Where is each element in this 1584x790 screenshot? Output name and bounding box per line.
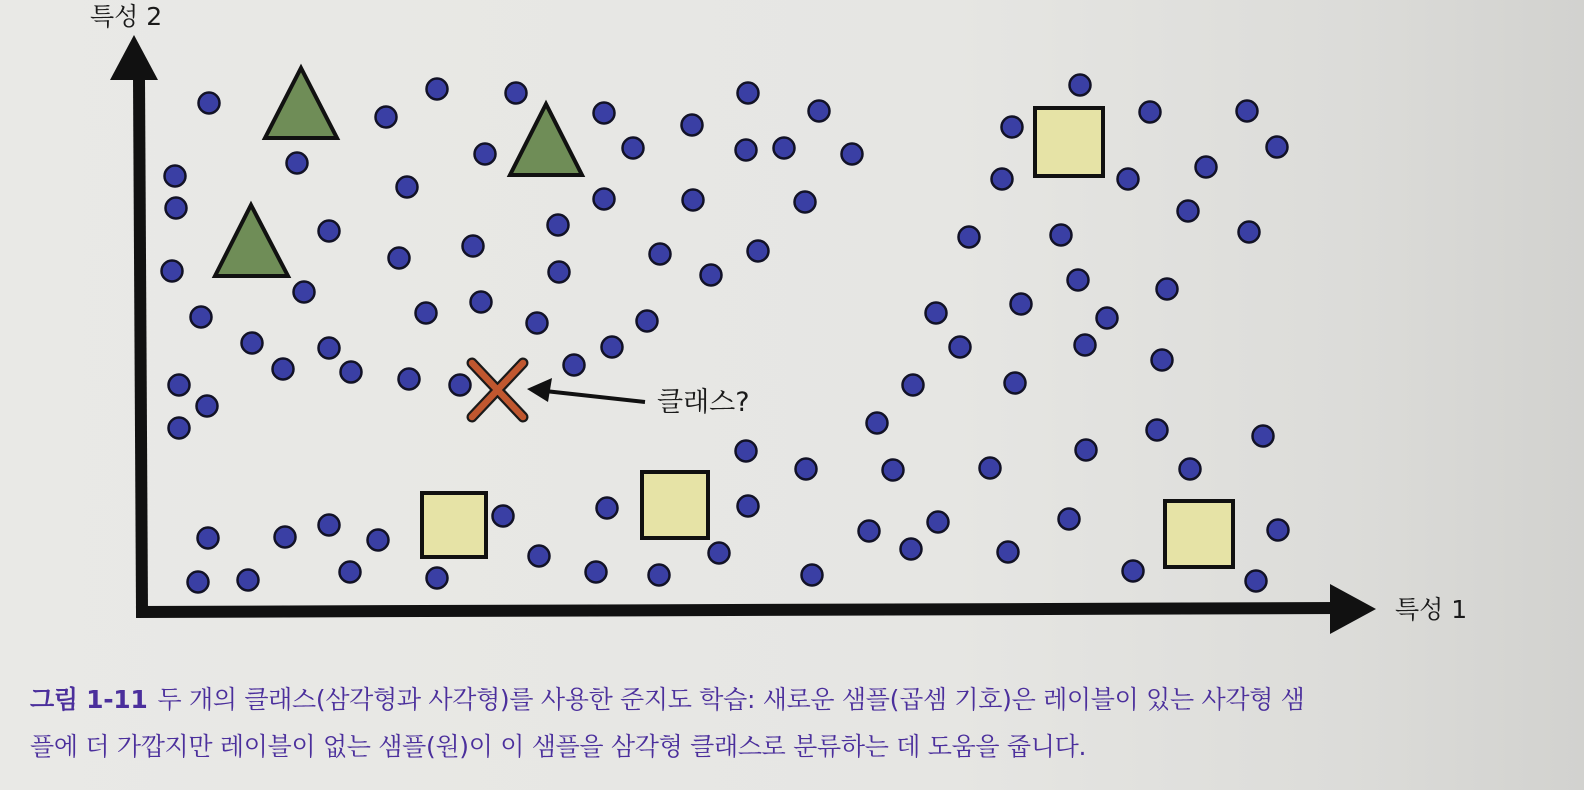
square-sample	[642, 472, 708, 538]
unlabeled-point	[199, 93, 220, 114]
unlabeled-point	[188, 572, 209, 593]
unlabeled-point	[427, 79, 448, 100]
unlabeled-point	[774, 138, 795, 159]
unlabeled-point	[709, 543, 730, 564]
unlabeled-point	[736, 441, 757, 462]
triangle-sample	[215, 205, 288, 276]
unlabeled-point	[802, 565, 823, 586]
query-label: 클래스?	[657, 387, 750, 418]
unlabeled-point	[901, 539, 922, 560]
unlabeled-point	[594, 103, 615, 124]
unlabeled-point	[1123, 561, 1144, 582]
unlabeled-point	[549, 262, 570, 283]
square-sample	[1165, 501, 1233, 567]
unlabeled-point	[198, 528, 219, 549]
unlabeled-point	[998, 542, 1019, 563]
unlabeled-point	[1051, 225, 1072, 246]
triangle-sample	[265, 68, 337, 138]
unlabeled-point	[738, 83, 759, 104]
unlabeled-point	[795, 192, 816, 213]
unlabeled-point	[738, 496, 759, 517]
unlabeled-point	[867, 413, 888, 434]
unlabeled-point	[1196, 157, 1217, 178]
unlabeled-point	[842, 144, 863, 165]
unlabeled-point	[649, 565, 670, 586]
unlabeled-point	[340, 562, 361, 583]
unlabeled-point	[471, 292, 492, 313]
unlabeled-point	[1118, 169, 1139, 190]
unlabeled-point	[602, 337, 623, 358]
unlabeled-point	[169, 418, 190, 439]
unlabeled-point	[368, 530, 389, 551]
unlabeled-point	[992, 169, 1013, 190]
unlabeled-point	[1059, 509, 1080, 530]
unlabeled-point	[1097, 308, 1118, 329]
unlabeled-point	[650, 244, 671, 265]
unlabeled-point	[859, 521, 880, 542]
unlabeled-point	[564, 355, 585, 376]
unlabeled-point	[796, 459, 817, 480]
unlabeled-point	[1237, 101, 1258, 122]
unlabeled-point	[1239, 222, 1260, 243]
unlabeled-point	[397, 177, 418, 198]
unlabeled-point	[548, 215, 569, 236]
unlabeled-point	[527, 313, 548, 334]
figure-caption	[30, 676, 1570, 770]
unlabeled-point	[319, 515, 340, 536]
unlabeled-point	[623, 138, 644, 159]
unlabeled-point	[319, 221, 340, 242]
unlabeled-point	[701, 265, 722, 286]
unlabeled-point	[166, 198, 187, 219]
unlabeled-point	[980, 458, 1001, 479]
unlabeled-point	[950, 337, 971, 358]
y-axis	[139, 78, 142, 612]
unlabeled-point	[238, 570, 259, 591]
unlabeled-point	[416, 303, 437, 324]
caption-line-1	[30, 676, 1570, 723]
unlabeled-point	[1140, 102, 1161, 123]
unlabeled-point	[463, 236, 484, 257]
unlabeled-point	[1070, 75, 1091, 96]
unlabeled-point	[926, 303, 947, 324]
unlabeled-point	[1068, 270, 1089, 291]
unlabeled-point	[597, 498, 618, 519]
unlabeled-point	[242, 333, 263, 354]
unlabeled-point	[287, 153, 308, 174]
unlabeled-point	[169, 375, 190, 396]
new-sample-cross	[472, 363, 523, 417]
unlabeled-point	[1267, 137, 1288, 158]
query-arrow	[527, 378, 645, 402]
unlabeled-point	[493, 506, 514, 527]
unlabeled-point	[1147, 420, 1168, 441]
figure-number: 그림 1-11	[30, 685, 148, 714]
y-axis-arrowhead	[110, 35, 158, 80]
unlabeled-point	[1253, 426, 1274, 447]
triangle-sample	[510, 104, 582, 175]
unlabeled-point	[399, 369, 420, 390]
unlabeled-point	[427, 568, 448, 589]
unlabeled-point	[165, 166, 186, 187]
unlabeled-point	[1180, 459, 1201, 480]
x-axis	[136, 608, 1340, 612]
triangle-class-samples	[215, 68, 582, 276]
unlabeled-point	[1268, 520, 1289, 541]
x-axis-arrowhead	[1330, 584, 1376, 634]
square-sample	[1035, 108, 1103, 176]
unlabeled-point	[959, 227, 980, 248]
y-axis-label: 특성 2	[90, 2, 163, 31]
unlabeled-point	[736, 140, 757, 161]
unlabeled-point	[341, 362, 362, 383]
x-axis-label: 특성 1	[1395, 595, 1468, 624]
unlabeled-point	[1178, 201, 1199, 222]
unlabeled-point	[1075, 335, 1096, 356]
unlabeled-point	[162, 261, 183, 282]
square-sample	[422, 493, 486, 557]
unlabeled-point	[883, 460, 904, 481]
unlabeled-points	[162, 75, 1289, 593]
unlabeled-point	[683, 190, 704, 211]
unlabeled-point	[1002, 117, 1023, 138]
unlabeled-point	[1152, 350, 1173, 371]
unlabeled-point	[389, 248, 410, 269]
unlabeled-point	[450, 375, 471, 396]
unlabeled-point	[637, 311, 658, 332]
caption-text-1: 두 개의 클래스(삼각형과 사각형)를 사용한 준지도 학습: 새로운 샘플(곱셈 기호)은 레이블이 있는 사각형 샘	[157, 685, 1305, 714]
unlabeled-point	[475, 144, 496, 165]
unlabeled-point	[1011, 294, 1032, 315]
unlabeled-point	[586, 562, 607, 583]
unlabeled-point	[809, 101, 830, 122]
unlabeled-point	[275, 527, 296, 548]
unlabeled-point	[682, 115, 703, 136]
unlabeled-point	[1005, 373, 1026, 394]
unlabeled-point	[191, 307, 212, 328]
unlabeled-point	[748, 241, 769, 262]
unlabeled-point	[594, 189, 615, 210]
unlabeled-point	[197, 396, 218, 417]
unlabeled-point	[1157, 279, 1178, 300]
unlabeled-point	[319, 338, 340, 359]
unlabeled-point	[273, 359, 294, 380]
unlabeled-point	[903, 375, 924, 396]
unlabeled-point	[294, 282, 315, 303]
unlabeled-point	[1076, 440, 1097, 461]
unlabeled-point	[529, 546, 550, 567]
unlabeled-point	[1246, 571, 1267, 592]
caption-line-2: 플에 더 가깝지만 레이블이 없는 샘플(원)이 이 샘플을 삼각형 클래스로 분류하는 데 도움을 줍니다.	[30, 732, 1087, 761]
unlabeled-point	[928, 512, 949, 533]
unlabeled-point	[506, 83, 527, 104]
unlabeled-point	[376, 107, 397, 128]
